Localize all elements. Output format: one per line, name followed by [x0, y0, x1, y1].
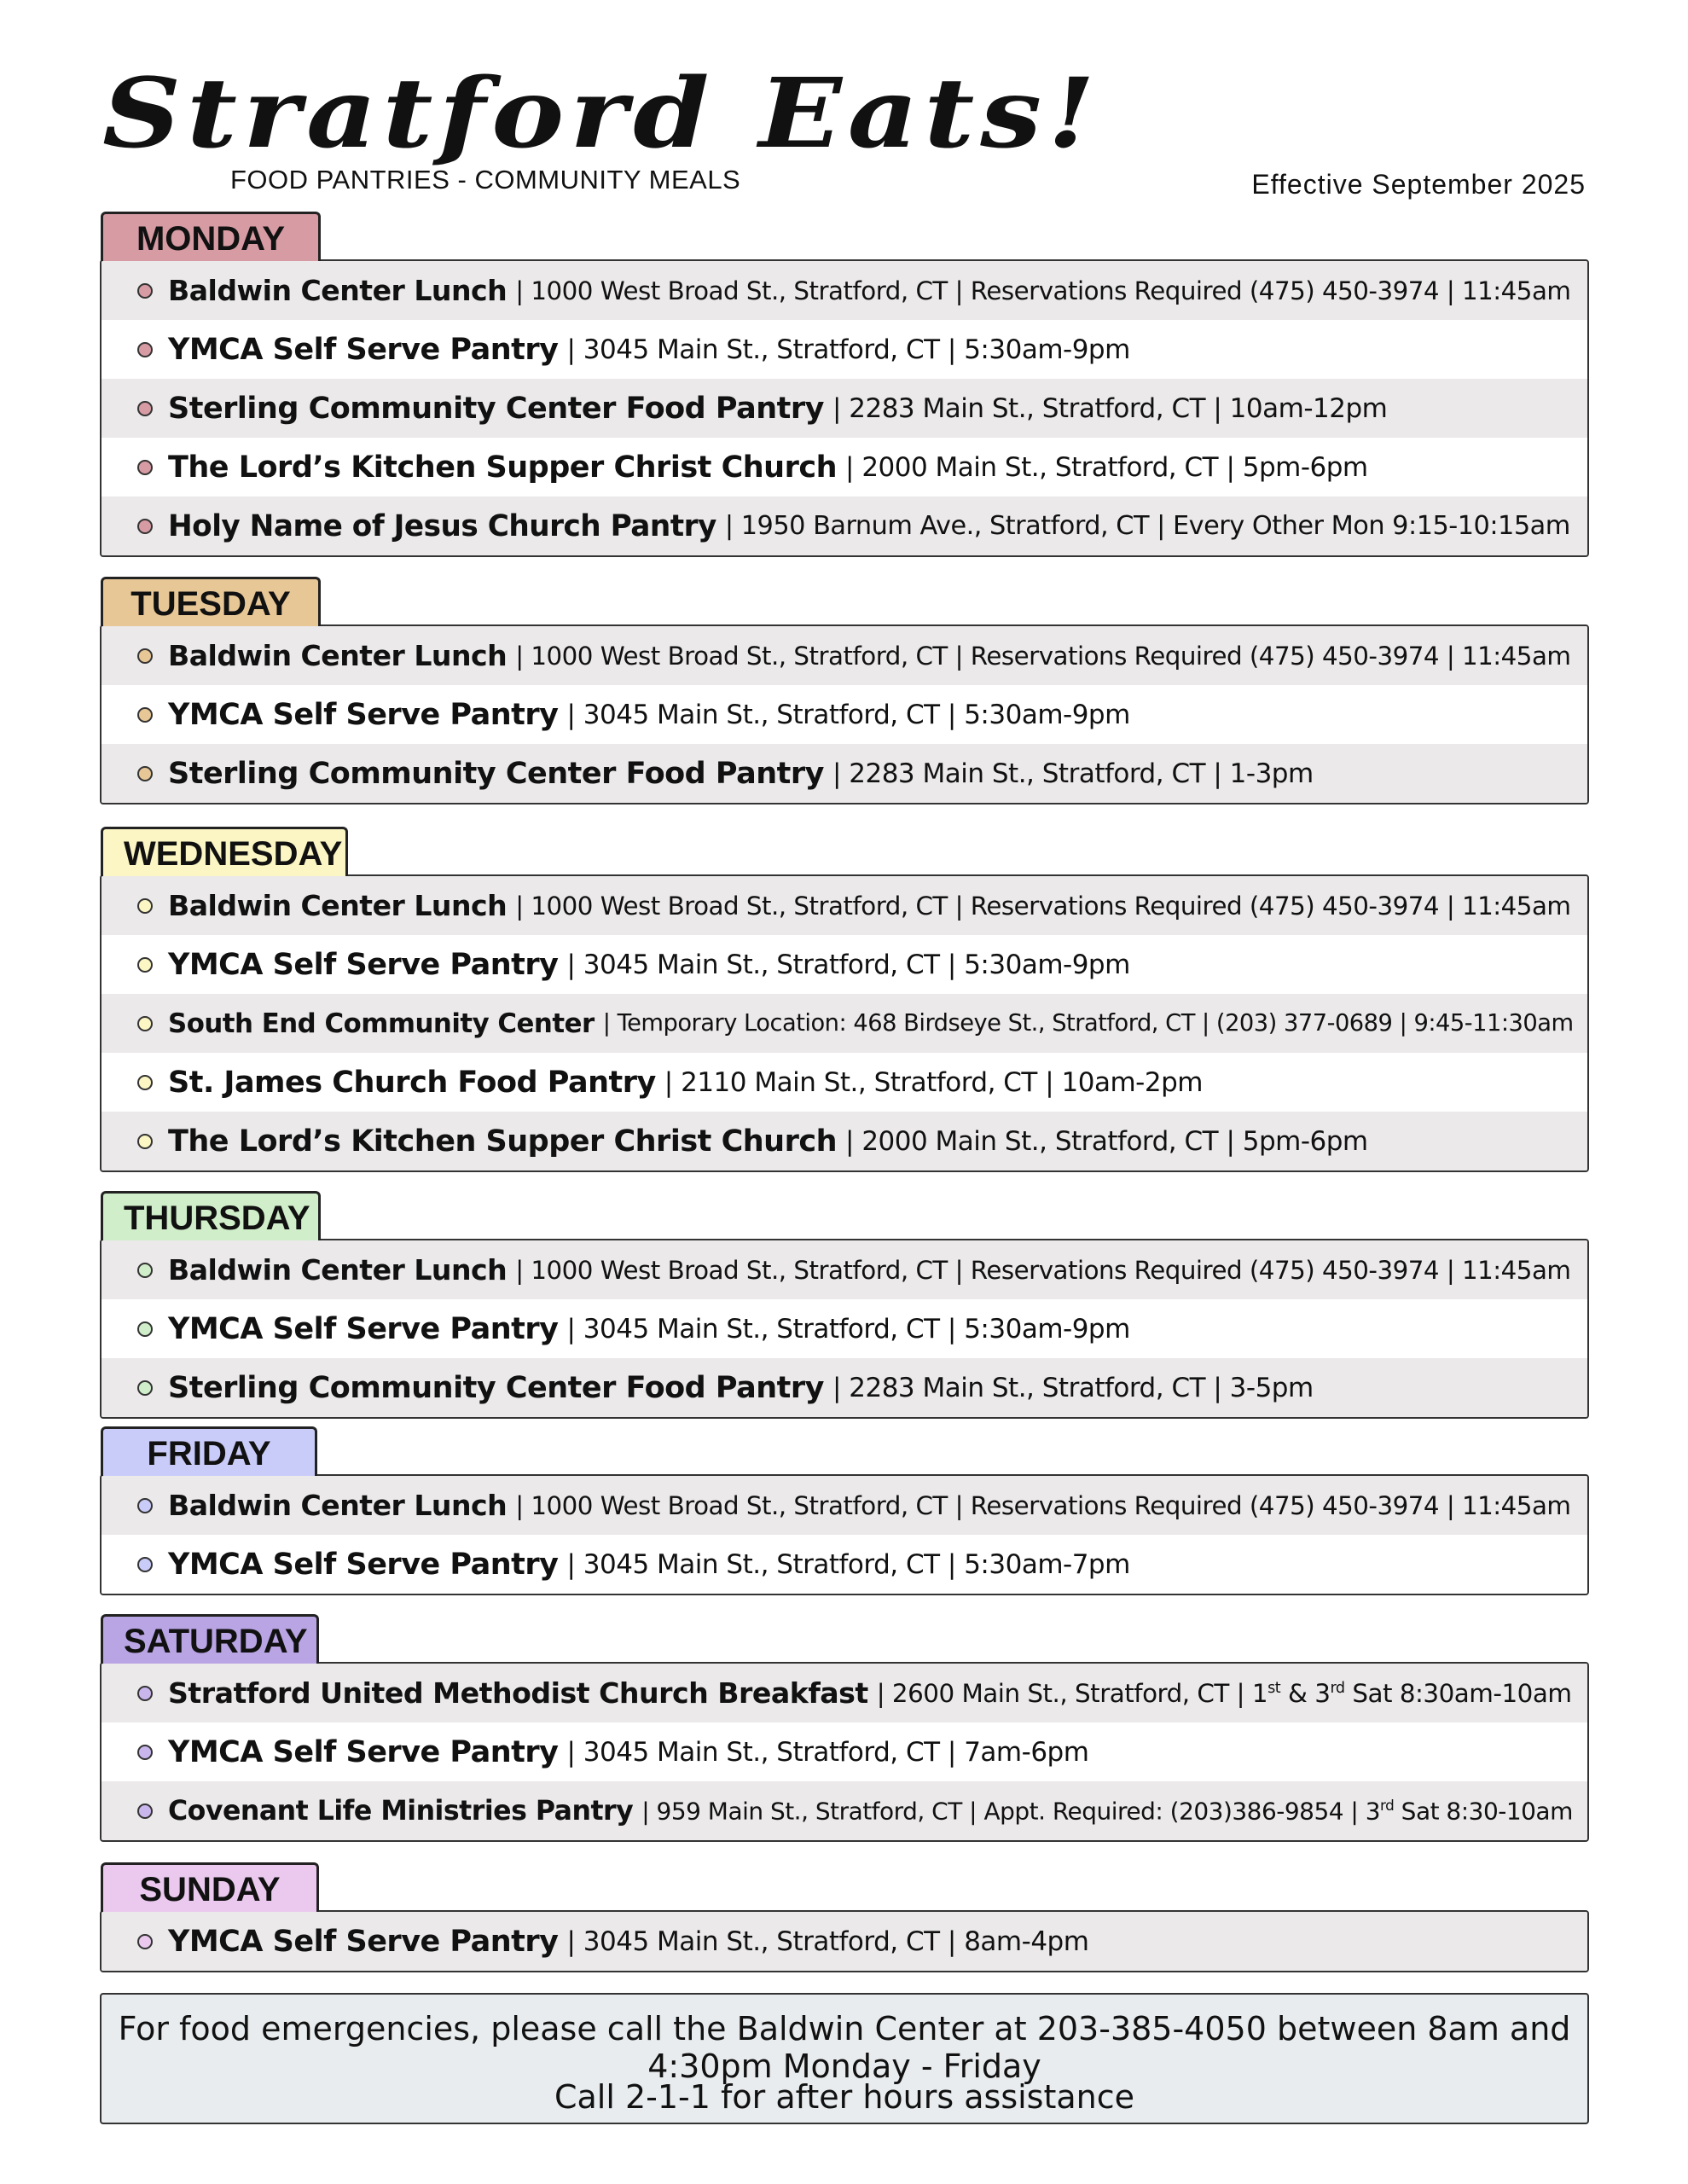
location-details	[832, 1373, 1314, 1403]
list-item	[102, 1781, 1587, 1840]
location-name: Baldwin Center Lunch	[168, 274, 508, 307]
location-name: Baldwin Center Lunch	[168, 889, 508, 922]
location-name: YMCA Self Serve Pantry	[168, 1924, 559, 1959]
details-text: Sat 8:30-10am	[1394, 1797, 1573, 1826]
ordinal-suffix: rd	[1380, 1796, 1395, 1814]
day-section-friday	[100, 1426, 1589, 1595]
day-section-saturday	[100, 1614, 1589, 1842]
list-item	[102, 994, 1587, 1053]
list-item	[102, 320, 1587, 379]
day-listing	[100, 1474, 1589, 1595]
location-name: Baldwin Center Lunch	[168, 1253, 508, 1287]
day-label: FRIDAY	[101, 1426, 317, 1476]
location-name: YMCA Self Serve Pantry	[168, 1311, 559, 1346]
details-text: Sat 8:30am-10am	[1344, 1678, 1572, 1708]
day-label: MONDAY	[101, 212, 321, 261]
details-text: | 1950 Barnum Ave., Stratford, CT | Every Other Mon 9:15-10:15am	[724, 511, 1570, 541]
location-name: The Lord’s Kitchen Supper Christ Church	[168, 1124, 838, 1159]
bullet-icon	[137, 1075, 153, 1090]
details-text: | 3045 Main St., Stratford, CT | 5:30am-9pm	[566, 334, 1130, 365]
bullet-icon	[137, 1380, 153, 1396]
effective-date: Effective September 2025	[1251, 169, 1586, 200]
location-name: South End Community Center	[168, 1008, 595, 1039]
location-details	[832, 393, 1387, 424]
location-name: Holy Name of Jesus Church Pantry	[168, 508, 716, 543]
location-details	[845, 452, 1368, 483]
bullet-icon	[137, 460, 153, 475]
bullet-icon	[137, 648, 153, 664]
day-listing	[100, 259, 1589, 557]
location-details	[566, 334, 1129, 365]
details-text: | 1000 West Broad St., Stratford, CT | Reservations Required (475) 450-3974 | 11:45am	[515, 1255, 1571, 1285]
list-item	[102, 685, 1587, 744]
list-item	[102, 935, 1587, 994]
details-text: | 2110 Main St., Stratford, CT | 10am-2pm	[664, 1066, 1203, 1098]
bullet-icon	[137, 1321, 153, 1337]
day-listing	[100, 624, 1589, 804]
list-item	[102, 1053, 1587, 1112]
details-text: | 3045 Main St., Stratford, CT | 5:30am-9pm	[566, 949, 1130, 980]
list-item	[102, 876, 1587, 935]
details-text: | 1000 West Broad St., Stratford, CT | Reservations Required (475) 450-3974 | 11:45am	[515, 1490, 1571, 1520]
list-item	[102, 438, 1587, 497]
location-name: Covenant Life Ministries Pantry	[168, 1795, 634, 1827]
list-item	[102, 379, 1587, 438]
details-text: | 3045 Main St., Stratford, CT | 7am-6pm	[566, 1736, 1089, 1768]
day-label: THURSDAY	[101, 1191, 321, 1240]
details-text: | 3045 Main St., Stratford, CT | 5:30am-9pm	[566, 699, 1130, 730]
bullet-icon	[137, 1686, 153, 1701]
bullet-icon	[137, 1016, 153, 1031]
list-item	[102, 626, 1587, 685]
location-name: Stratford United Methodist Church Breakfast	[168, 1676, 868, 1710]
list-item	[102, 1722, 1587, 1781]
details-text: | 3045 Main St., Stratford, CT | 8am-4pm	[566, 1926, 1089, 1957]
location-details	[566, 1314, 1129, 1345]
details-text: | 1000 West Broad St., Stratford, CT | Reservations Required (475) 450-3974 | 11:45am	[515, 276, 1571, 305]
location-name: The Lord’s Kitchen Supper Christ Church	[168, 450, 838, 485]
location-name: Sterling Community Center Food Pantry	[168, 1370, 824, 1405]
list-item	[102, 1535, 1587, 1594]
page-subtitle: FOOD PANTRIES - COMMUNITY MEALS	[230, 165, 741, 195]
bullet-icon	[137, 1134, 153, 1149]
location-name: Sterling Community Center Food Pantry	[168, 756, 824, 791]
location-details	[845, 1126, 1368, 1157]
details-text: | 1000 West Broad St., Stratford, CT | Reservations Required (475) 450-3974 | 11:45am	[515, 641, 1571, 671]
location-name: YMCA Self Serve Pantry	[168, 1734, 559, 1769]
location-details	[515, 1256, 1570, 1285]
day-section-wednesday	[100, 827, 1589, 1172]
details-text: | 3045 Main St., Stratford, CT | 5:30am-7pm	[566, 1548, 1130, 1580]
list-item	[102, 1664, 1587, 1722]
emergency-footer	[100, 1993, 1589, 2124]
location-name: YMCA Self Serve Pantry	[168, 1547, 559, 1582]
location-name: Baldwin Center Lunch	[168, 1489, 508, 1522]
details-text: | 2283 Main St., Stratford, CT | 10am-12pm	[832, 392, 1388, 424]
list-item	[102, 744, 1587, 803]
day-listing	[100, 1662, 1589, 1842]
bullet-icon	[137, 283, 153, 299]
emergency-line: For food emergencies, please call the Baldwin Center at 203-385-4050 between 8am and 4:30pm Monday - Friday	[118, 2010, 1571, 2085]
bullet-icon	[137, 1263, 153, 1278]
location-name: Baldwin Center Lunch	[168, 639, 508, 672]
bullet-icon	[137, 898, 153, 914]
location-name: St. James Church Food Pantry	[168, 1065, 656, 1100]
bullet-icon	[137, 519, 153, 534]
day-listing	[100, 1239, 1589, 1419]
details-text: | 1000 West Broad St., Stratford, CT | Reservations Required (475) 450-3974 | 11:45am	[515, 891, 1571, 921]
day-section-tuesday	[100, 577, 1589, 804]
list-item	[102, 1476, 1587, 1535]
details-text: | 3045 Main St., Stratford, CT | 5:30am-9pm	[566, 1313, 1130, 1345]
details-text: | Temporary Location: 468 Birdseye St., Stratford, CT | (203) 377-0689 | 9:45-11:30am	[602, 1010, 1574, 1037]
ordinal-suffix: st	[1267, 1679, 1281, 1697]
list-item	[102, 261, 1587, 320]
bullet-icon	[137, 1745, 153, 1760]
list-item	[102, 1299, 1587, 1358]
bullet-icon	[137, 707, 153, 723]
details-text: | 2283 Main St., Stratford, CT | 3-5pm	[832, 1372, 1314, 1403]
day-label: TUESDAY	[101, 577, 321, 626]
location-name: YMCA Self Serve Pantry	[168, 697, 559, 732]
day-listing	[100, 1910, 1589, 1972]
bullet-icon	[137, 957, 153, 973]
day-label: WEDNESDAY	[101, 827, 348, 876]
details-text: | 2000 Main St., Stratford, CT | 5pm-6pm	[845, 451, 1368, 483]
details-text: | 959 Main St., Stratford, CT | Appt. Required: (203)386-9854 | 3	[641, 1797, 1381, 1826]
day-section-sunday	[100, 1862, 1589, 1972]
location-details	[603, 1010, 1574, 1037]
page-title: Stratford Eats!	[102, 58, 1101, 170]
list-item	[102, 1240, 1587, 1299]
bullet-icon	[137, 342, 153, 357]
location-name: YMCA Self Serve Pantry	[168, 332, 559, 367]
details-text: | 2000 Main St., Stratford, CT | 5pm-6pm	[845, 1125, 1368, 1157]
location-details	[515, 642, 1570, 671]
after-hours-line: Call 2-1-1 for after hours assistance	[554, 2078, 1135, 2116]
location-details	[515, 276, 1570, 305]
bullet-icon	[137, 1498, 153, 1513]
location-details	[566, 700, 1129, 730]
location-name: Sterling Community Center Food Pantry	[168, 391, 824, 426]
bullet-icon	[137, 1804, 153, 1819]
list-item	[102, 1912, 1587, 1971]
day-label: SATURDAY	[101, 1614, 319, 1664]
location-details	[877, 1679, 1572, 1708]
bullet-icon	[137, 401, 153, 416]
location-details	[566, 1926, 1088, 1957]
list-item	[102, 497, 1587, 555]
list-item	[102, 1358, 1587, 1417]
details-text: & 3	[1280, 1678, 1331, 1708]
day-section-monday	[100, 212, 1589, 557]
location-details	[566, 950, 1129, 980]
location-details	[664, 1067, 1203, 1098]
day-label: SUNDAY	[101, 1862, 319, 1912]
location-details	[725, 511, 1570, 541]
location-details	[641, 1797, 1573, 1825]
list-item	[102, 1112, 1587, 1170]
location-details	[566, 1549, 1129, 1580]
location-details	[515, 1491, 1570, 1520]
details-text: | 2283 Main St., Stratford, CT | 1-3pm	[832, 758, 1314, 789]
day-section-thursday	[100, 1191, 1589, 1419]
details-text: | 2600 Main St., Stratford, CT | 1	[876, 1678, 1268, 1708]
ordinal-suffix: rd	[1330, 1679, 1345, 1697]
location-details	[515, 892, 1570, 921]
location-details	[832, 758, 1314, 789]
bullet-icon	[137, 1934, 153, 1949]
day-listing	[100, 874, 1589, 1172]
location-name: YMCA Self Serve Pantry	[168, 947, 559, 982]
bullet-icon	[137, 1557, 153, 1572]
bullet-icon	[137, 766, 153, 781]
location-details	[566, 1737, 1088, 1768]
